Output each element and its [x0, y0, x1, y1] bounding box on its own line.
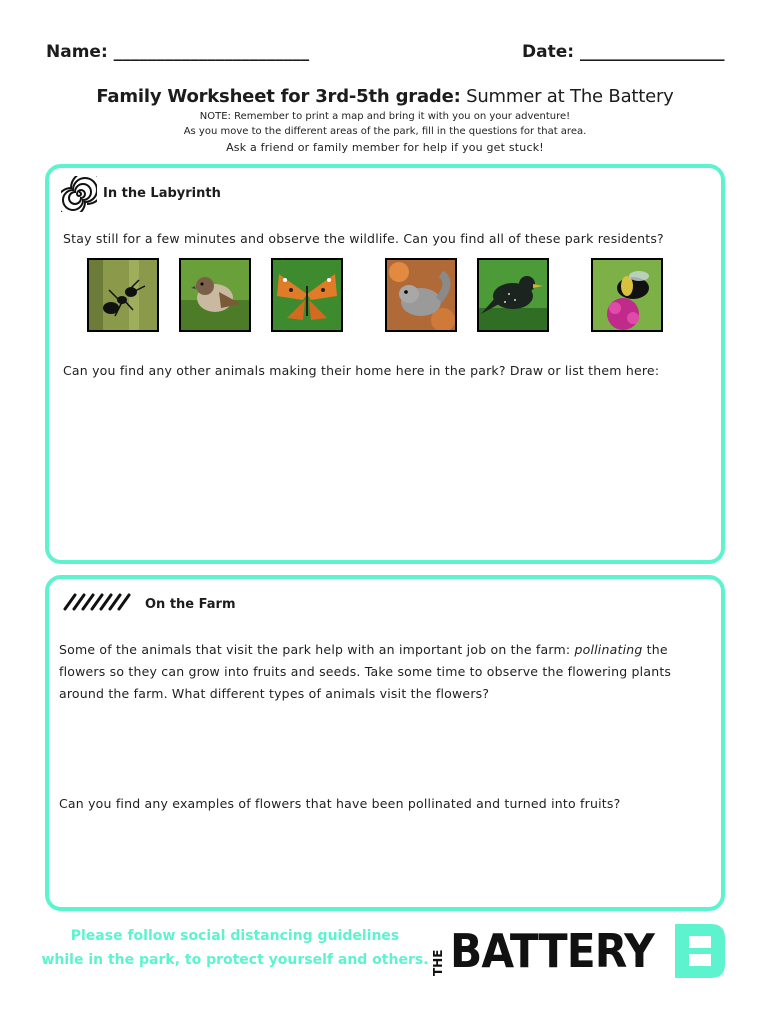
farm-paragraph-start: Some of the animals that visit the park help with an important job on the farm: [59, 642, 575, 657]
note-line-1: NOTE: Remember to print a map and bring it with you on your adventure! [199, 111, 571, 122]
labyrinth-question-2: Can you find any other animals making their home here in the park? Draw or list them here: [63, 363, 660, 378]
labyrinth-heading: In the Labyrinth [103, 186, 221, 201]
labyrinth-section [45, 164, 725, 564]
farm-section [45, 575, 725, 911]
name-field-label: Name: _______________________ [46, 42, 310, 62]
distancing-message-line-1: Please follow social distancing guidelines [70, 928, 400, 944]
butterfly-photo [271, 258, 343, 332]
stripes-icon [61, 593, 133, 611]
bumblebee-photo [591, 258, 663, 332]
farm-paragraph-emphasis: pollinating [574, 642, 643, 657]
title-bold: Family Worksheet for 3rd-5th grade: [96, 86, 461, 107]
farm-heading: On the Farm [145, 597, 236, 612]
logo-wordmark: BATTERY [450, 924, 654, 978]
animal-photos [87, 258, 687, 332]
labyrinth-question-1: Stay still for a few minutes and observe the wildlife. Can you find all of these park residents? [63, 231, 664, 246]
page-title [0, 86, 770, 107]
note-line-2: As you move to the different areas of the park, fill in the questions for that area. [183, 126, 587, 137]
note-line-3: Ask a friend or family member for help if you get stuck! [226, 141, 544, 154]
farm-question: Can you find any examples of flowers that have been pollinated and turned into fruits? [59, 796, 621, 811]
squirrel-photo [385, 258, 457, 332]
title-regular: Summer at The Battery [466, 86, 674, 107]
logo-the [430, 926, 446, 978]
battery-b-icon [675, 924, 725, 978]
battery-logo [430, 922, 730, 982]
farm-paragraph [59, 639, 709, 705]
farm-paragraph-end: the flowers so they can grow into fruits and seeds. Take some time to observe the flowering plants around the farm. What different types of animals visit the flowers? [59, 642, 672, 701]
ant-photo [87, 258, 159, 332]
distancing-message-line-2: while in the park, to protect yourself and others. [41, 952, 429, 968]
svg-text:THE: THE [431, 949, 445, 976]
starling-photo [477, 258, 549, 332]
sparrow-photo [179, 258, 251, 332]
spiral-icon [61, 176, 97, 212]
date-field-label: Date: _________________ [522, 42, 725, 62]
